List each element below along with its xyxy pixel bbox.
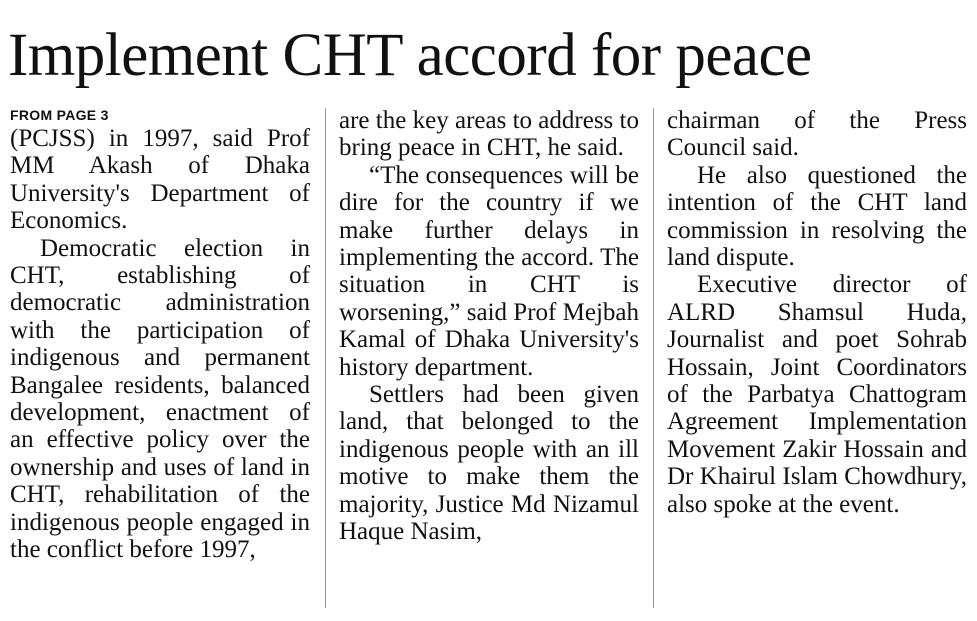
column-divider	[325, 108, 326, 608]
paragraph: are the key areas to address to bring peace in CHT, he said.	[339, 107, 639, 162]
paragraph: Democratic election in CHT, establishing of democratic administration with the participation of indigenous and permanent Bangalee residents, balanced development, enactment of an effective policy over the ownership and uses of land in CHT, rehabilitation of the indigenous people engaged in the conflict before 1997,	[10, 234, 310, 564]
headline: Implement CHT accord for peace	[8, 22, 812, 89]
article-column-2	[339, 107, 639, 546]
paragraph: Settlers had been given land, that belonged to the indigenous people with an ill motive to make them the majority, Justice Md Nizamul Haque Nasim,	[339, 381, 639, 546]
paragraph: He also questioned the intention of the CHT land commission in resolving the land dispute.	[667, 161, 967, 272]
article-column-1	[10, 106, 310, 564]
paragraph: (PCJSS) in 1997, said Prof MM Akash of Dhaka University's Department of Economics.	[10, 125, 310, 235]
paragraph: Executive director of ALRD Shamsul Huda, Journalist and poet Sohrab Hossain, Joint Coordinators of the Parbatya Chattogram Agreement Implementation Movement Zakir Hossain and Dr Khairul Islam Chowdhury, also spoke at the event.	[667, 271, 967, 518]
article-column-3	[667, 107, 967, 518]
paragraph: “The consequences will be dire for the country if we make further delays in implementing the accord. The situation in CHT is worsening,” said Prof Mejbah Kamal of Dhaka University's history department.	[339, 161, 639, 381]
continuation-kicker: FROM PAGE 3	[10, 107, 109, 123]
column-divider	[653, 108, 654, 608]
paragraph: chairman of the Press Council said.	[667, 107, 967, 162]
